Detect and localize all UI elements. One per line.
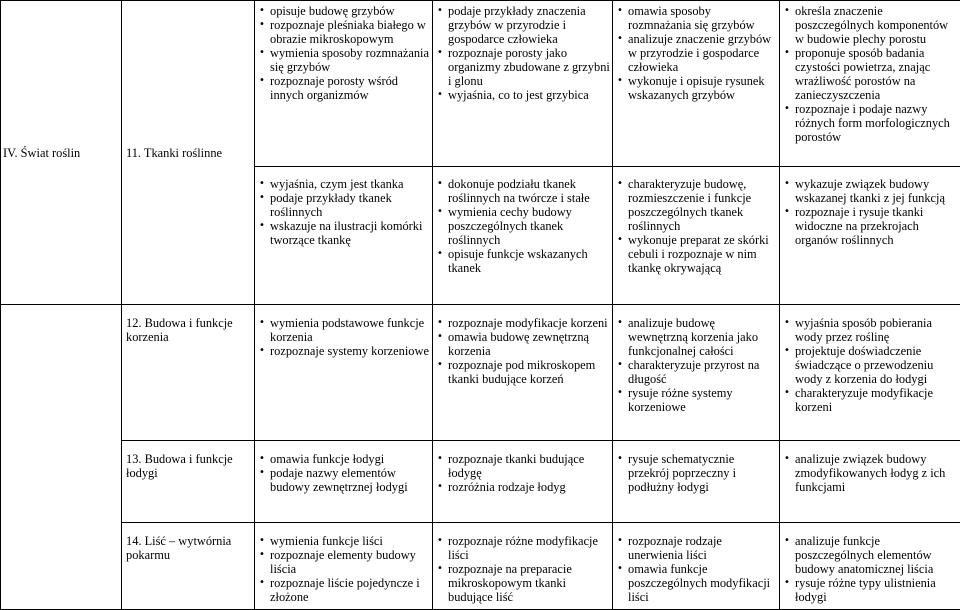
chapter-label: IV. Świat roślin: [3, 146, 80, 160]
requirement-item: • rozpoznaje liście pojedyncze i złożone: [258, 576, 430, 604]
requirements-dobra-cell: [613, 305, 780, 441]
requirements-dostateczna-cell: [433, 305, 613, 441]
requirement-item: • charakteryzuje modyfikacje korzeni: [783, 386, 958, 414]
requirement-item: • rozpoznaje porosty wśród innych organizmów: [258, 74, 430, 102]
requirement-item: • analizuje znaczenie grzybów w przyrodzie i gospodarce człowieka: [616, 32, 777, 74]
requirement-item: • wskazuje na ilustracji komórki tworzące tkankę: [258, 219, 430, 247]
chapter-cell: [1, 441, 122, 523]
requirement-item: • rozpoznaje i rysuje tkanki widoczne na przekrojach organów roślinnych: [783, 205, 958, 247]
requirement-item: • projektuje doświadczenie świadczące o przewodzeniu wody z korzenia do łodygi: [783, 344, 958, 386]
requirements-dobra-cell: [613, 1, 780, 167]
requirements-dobra-cell: [613, 441, 780, 523]
table-row: [1, 523, 960, 610]
requirement-item: • opisuje budowę grzybów: [258, 4, 430, 18]
requirement-item: • opisuje funkcje wskazanych tkanek: [436, 247, 610, 275]
requirement-item: • rozpoznaje systemy korzeniowe: [258, 344, 430, 358]
requirements-dopuszczajaca-cell: [255, 441, 433, 523]
requirements-table-body: [1, 1, 960, 610]
requirement-list: [783, 316, 958, 414]
requirements-dobra-cell: [613, 523, 780, 610]
requirements-bardzo-dobra-cell: [780, 167, 960, 305]
requirements-dostateczna-cell: [433, 441, 613, 523]
topic-cell: [122, 305, 255, 441]
requirement-item: • analizuje budowę wewnętrzną korzenia jako funkcjonalnej całości: [616, 316, 777, 358]
requirement-item: • rozpoznaje modyfikacje korzeni: [436, 316, 610, 330]
table-row: [1, 441, 960, 523]
topic-label: 14. Liść – wytwórnia pokarmu: [126, 534, 252, 562]
requirement-item: • wymienia cechy budowy poszczególnych tkanek roślinnych: [436, 205, 610, 247]
requirements-bardzo-dobra-cell: [780, 1, 960, 167]
chapter-cell: [1, 1, 122, 305]
requirement-list: [783, 534, 958, 604]
requirement-list: [783, 452, 958, 494]
requirement-item: • dokonuje podziału tkanek roślinnych na twórcze i stałe: [436, 177, 610, 205]
chapter-cell: [1, 305, 122, 441]
requirement-list: [616, 452, 777, 494]
requirement-item: • rozpoznaje tkanki budujące łodygę: [436, 452, 610, 480]
requirement-list: [258, 534, 430, 604]
requirement-item: • wyjaśnia sposób pobierania wody przez roślinę: [783, 316, 958, 344]
requirements-dopuszczajaca-cell: [255, 305, 433, 441]
requirements-dobra-cell: [613, 167, 780, 305]
requirement-item: • wykonuje preparat ze skórki cebuli i rozpoznaje w nim tkankę okrywającą: [616, 233, 777, 275]
topic-cell: [122, 1, 255, 305]
requirement-item: • rysuje schematycznie przekrój poprzeczny i podłużny łodygi: [616, 452, 777, 494]
requirements-bardzo-dobra-cell: [780, 441, 960, 523]
requirement-item: • wyjaśnia, czym jest tkanka: [258, 177, 430, 191]
requirement-item: • rysuje różne systemy korzeniowe: [616, 386, 777, 414]
requirement-item: • omawia budowę zewnętrzną korzenia: [436, 330, 610, 358]
requirement-list: [258, 452, 430, 494]
requirement-item: • wyjaśnia, co to jest grzybica: [436, 88, 610, 102]
requirement-item: • rysuje różne typy ulistnienia łodygi: [783, 576, 958, 604]
requirement-item: • wymienia funkcje liści: [258, 534, 430, 548]
requirement-item: • wymienia sposoby rozmnażania się grzybów: [258, 46, 430, 74]
requirements-dostateczna-cell: [433, 1, 613, 167]
requirement-list: [783, 4, 958, 144]
requirement-item: • podaje nazwy elementów budowy zewnętrznej łodygi: [258, 466, 430, 494]
requirement-item: • rozpoznaje pod mikroskopem tkanki budujące korzeń: [436, 358, 610, 386]
requirement-item: • wykazuje związek budowy wskazanej tkanki z jej funkcją: [783, 177, 958, 205]
table-row: [1, 1, 960, 167]
requirements-dostateczna-cell: [433, 523, 613, 610]
requirement-item: • podaje przykłady tkanek roślinnych: [258, 191, 430, 219]
requirement-item: • rozpoznaje rodzaje unerwienia liści: [616, 534, 777, 562]
requirement-list: [616, 177, 777, 275]
requirement-item: • rozpoznaje porosty jako organizmy zbudowane z grzybni i glonu: [436, 46, 610, 88]
topic-cell: [122, 523, 255, 610]
requirement-item: • omawia sposoby rozmnażania się grzybów: [616, 4, 777, 32]
requirement-item: • omawia funkcje poszczególnych modyfikacji liści: [616, 562, 777, 604]
requirement-list: [436, 534, 610, 604]
requirement-list: [616, 316, 777, 414]
requirement-item: • rozróżnia rodzaje łodyg: [436, 480, 610, 494]
requirement-list: [258, 177, 430, 247]
requirement-item: • proponuje sposób badania czystości powietrza, znając wrażliwość porostów na zanieczyszczenia: [783, 46, 958, 102]
requirement-item: • określa znaczenie poszczególnych komponentów w budowie plechy porostu: [783, 4, 958, 46]
requirement-item: • rozpoznaje różne modyfikacje liści: [436, 534, 610, 562]
requirement-list: [258, 4, 430, 102]
requirement-item: • charakteryzuje przyrost na długość: [616, 358, 777, 386]
requirement-item: • charakteryzuje budowę, rozmieszczenie i funkcje poszczególnych tkanek roślinnych: [616, 177, 777, 233]
requirement-item: • wymienia podstawowe funkcje korzenia: [258, 316, 430, 344]
table-row: [1, 305, 960, 441]
requirement-list: [616, 534, 777, 604]
requirement-list: [258, 316, 430, 358]
topic-label: 13. Budowa i funkcje łodygi: [126, 452, 252, 480]
requirement-list: [436, 452, 610, 494]
requirement-item: • analizuje funkcje poszczególnych elementów budowy anatomicznej liścia: [783, 534, 958, 576]
requirements-bardzo-dobra-cell: [780, 305, 960, 441]
requirement-item: • rozpoznaje i podaje nazwy różnych form morfologicznych porostów: [783, 102, 958, 144]
requirement-item: • rozpoznaje elementy budowy liścia: [258, 548, 430, 576]
requirement-item: • rozpoznaje pleśniaka białego w obrazie mikroskopowym: [258, 18, 430, 46]
topic-label: 11. Tkanki roślinne: [126, 146, 252, 160]
requirements-bardzo-dobra-cell: [780, 523, 960, 610]
requirement-item: • rozpoznaje na preparacie mikroskopowym tkanki budujące liść: [436, 562, 610, 604]
requirements-dostateczna-cell: [433, 167, 613, 305]
requirement-item: • analizuje związek budowy zmodyfikowanych łodyg z ich funkcjami: [783, 452, 958, 494]
requirements-dopuszczajaca-cell: [255, 523, 433, 610]
topic-label: 12. Budowa i funkcje korzenia: [126, 316, 252, 344]
requirement-item: • omawia funkcje łodygi: [258, 452, 430, 466]
requirement-item: • podaje przykłady znaczenia grzybów w przyrodzie i gospodarce człowieka: [436, 4, 610, 46]
requirement-list: [436, 4, 610, 102]
requirement-item: • wykonuje i opisuje rysunek wskazanych grzybów: [616, 74, 777, 102]
chapter-cell: [1, 523, 122, 610]
requirement-list: [616, 4, 777, 102]
requirement-list: [436, 316, 610, 386]
requirement-list: [783, 177, 958, 247]
requirements-dopuszczajaca-cell: [255, 167, 433, 305]
topic-cell: [122, 441, 255, 523]
requirement-list: [436, 177, 610, 275]
requirements-dopuszczajaca-cell: [255, 1, 433, 167]
